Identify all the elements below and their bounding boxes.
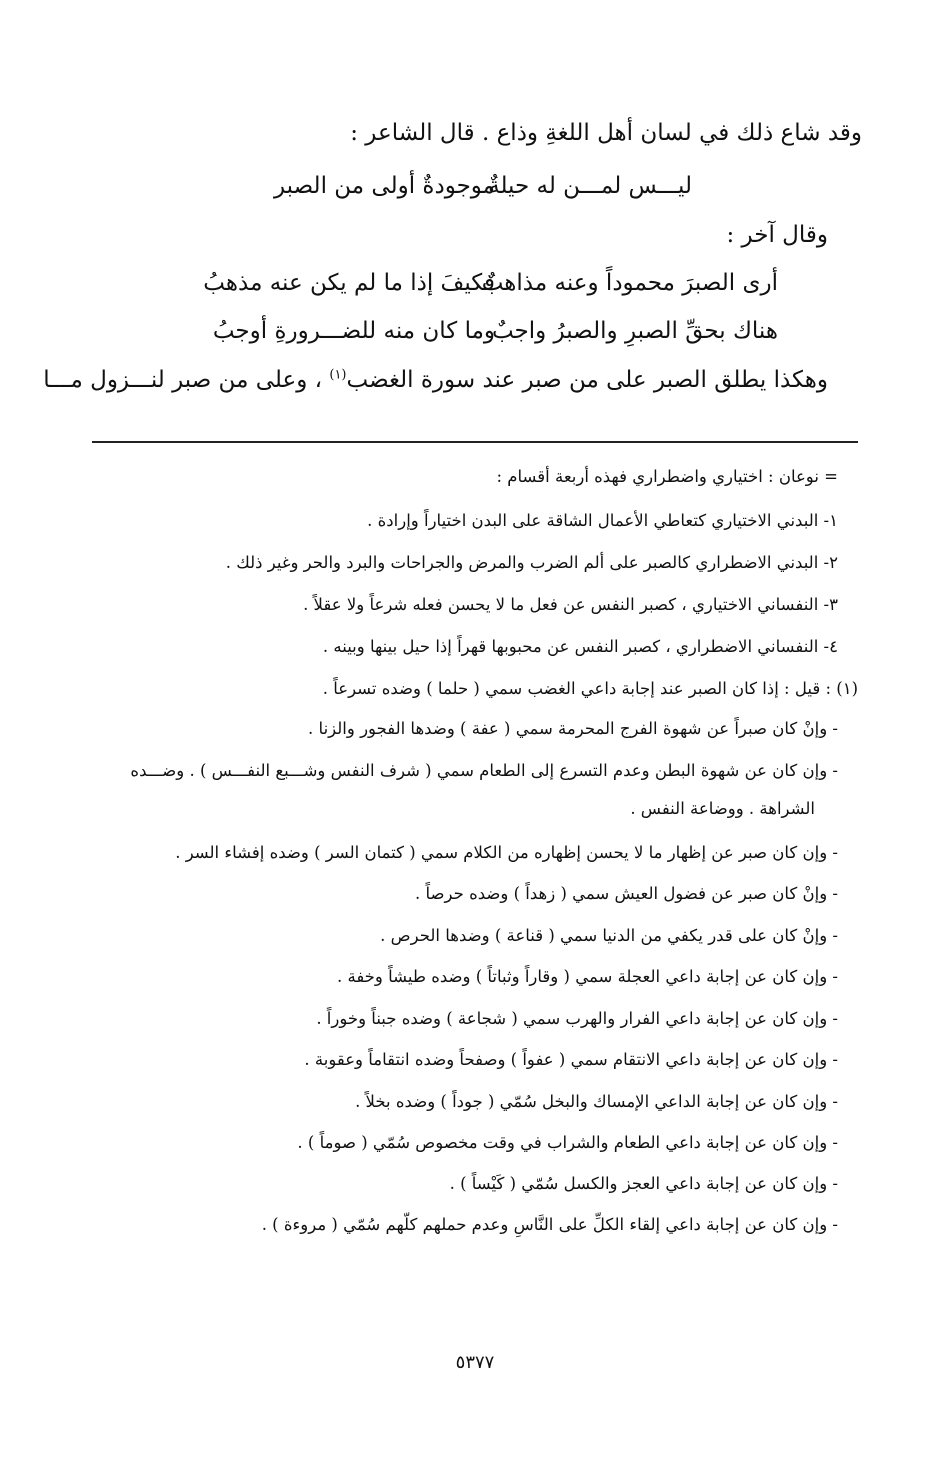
footnote-line: - وإن كان صبر عن إظهار ما لا يحسن إظهاره من الكلام سمي ( كتمان السر ) وضده إفشاء السر . <box>175 843 838 862</box>
verse-3-first-hemistich: هناك بحقِّ الصبرِ والصبرُ واجبٌ <box>491 318 778 344</box>
footnote-reference: (١) <box>329 367 347 383</box>
footnote-line: ٢- البدني الاضطراري كالصبر على ألم الضرب والمرض والجراحات والبرد والحر وغير ذلك . <box>225 553 838 572</box>
footnote-line: - وإنْ كان صبراً عن شهوة الفرج المحرمة سمي ( عفة ) وضدها الفجور والزنا . <box>308 719 838 738</box>
main-text-line-3-end: ، وعلى من صبر لنـــزول مـــا <box>43 367 323 393</box>
main-text-line-1: وقد شاع ذلك في لسان أهل اللغةِ وذاع . قال الشاعر : <box>350 120 862 146</box>
footnote-line: = نوعان : اختياري واضطراري فهذه أربعة أقسام : <box>496 467 838 486</box>
footnote-line: - وإن كان عن شهوة البطن وعدم التسرع إلى الطعام سمي ( شرف النفس وشـــبع النفـــس ) . وضـــده <box>130 761 838 780</box>
verse-1-first-hemistich: ليـــس لمـــن له حيلةٌ <box>488 173 692 199</box>
footnote-line: (١) : قيل : إذا كان الصبر عند إجابة داعي الغضب سمي ( حلما ) وضده تسرعاً . <box>322 679 858 698</box>
verse-3-second-hemistich: وما كان منه للضـــرورةِ أوجبُ <box>212 318 495 344</box>
main-text-line-2: وقال آخر : <box>726 222 828 248</box>
footnote-separator <box>92 441 858 443</box>
footnote-line: ٣- النفساني الاختياري ، كصبر النفس عن فعل ما لا يحسن فعله شرعاً ولا عقلاً . <box>303 595 838 614</box>
main-text-line-3 <box>43 367 828 393</box>
page-number: ٥٣٧٧ <box>455 1352 495 1373</box>
footnote-line: - وإنْ كان صبر عن فضول العيش سمي ( زهداً ) وضده حرصاً . <box>415 884 838 903</box>
verse-1-second-hemistich: موجودةٌ أولى من الصبر <box>273 173 495 199</box>
footnote-line: - وإن كان عن إجابة داعي العجز والكسل سُمّي ( كَيْساً ) . <box>449 1174 838 1193</box>
footnote-line: - وإن كان عن إجابة داعي الانتقام سمي ( عفواً ) وصفحاً وضده انتقاماً وعقوبة . <box>304 1050 838 1069</box>
verse-2-first-hemistich: أرى الصبرَ محموداً وعنه مذاهبٌ <box>481 270 778 296</box>
footnote-line: ١- البدني الاختياري كتعاطي الأعمال الشاقة على البدن اختياراً وإرادة . <box>367 511 838 530</box>
footnote-line: - وإن كان عن إجابة الداعي الإمساك والبخل سُمّي ( جوداً ) وضده بخلاً . <box>355 1092 838 1111</box>
footnote-line: الشراهة . ووضاعة النفس . <box>630 799 815 818</box>
main-text-line-3-start: وهكذا يطلق الصبر على من صبر عند سورة الغضب <box>346 367 828 393</box>
footnote-line: - وإن كان عن إجابة داعي الطعام والشراب في وقت مخصوص سُمّي ( صوماً ) . <box>297 1133 838 1152</box>
footnote-line: ٤- النفساني الاضطراري ، كصبر النفس عن محبوبها قهراً إذا حيل بينها وبينه . <box>322 637 838 656</box>
verse-2-second-hemistich: فكيفَ إذا ما لم يكن عنه مذهبُ <box>203 270 495 296</box>
footnote-line: - وإن كان عن إجابة داعي العجلة سمي ( وقاراً وثباتاً ) وضده طيشاً وخفة . <box>337 967 838 986</box>
footnote-line: - وإن كان عن إجابة داعي الفرار والهرب سمي ( شجاعة ) وضده جبناً وخوراً . <box>316 1009 838 1028</box>
footnote-line: - وإنْ كان على قدر يكفي من الدنيا سمي ( قناعة ) وضدها الحرص . <box>380 926 838 945</box>
footnote-line: - وإن كان عن إجابة داعي إلقاء الكلِّ على النَّاسِ وعدم حملهم كلّهم سُمّي ( مروءة ) . <box>261 1215 838 1234</box>
